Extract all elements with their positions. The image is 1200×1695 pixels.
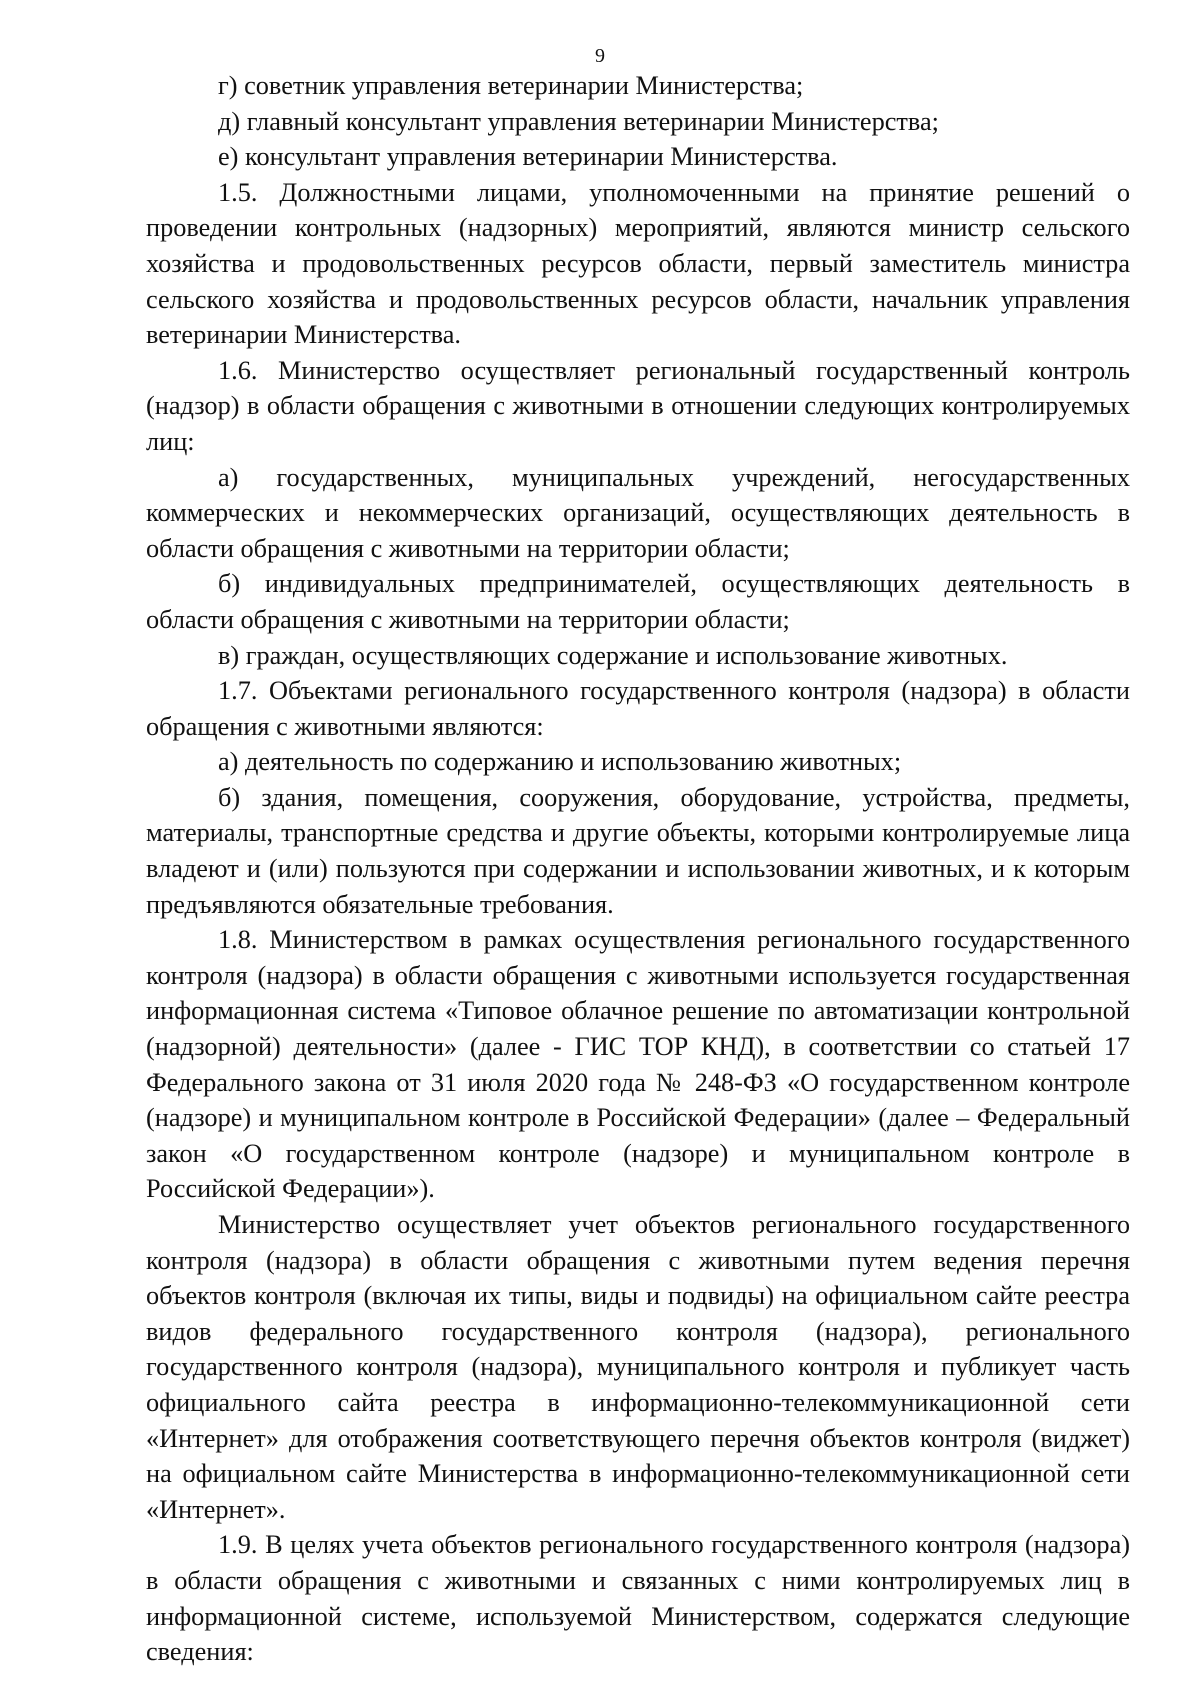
paragraph-item-e: е) консультант управления ветеринарии Министерства. xyxy=(218,142,838,172)
paragraph-1-6-v: в) граждан, осуществляющих содержание и использование животных. xyxy=(218,640,1008,670)
paragraph-1-7-b: б) здания, помещения, сооружения, оборудование, устройства, предметы, материалы, транспортные средства и другие объекты, которыми контролируемые лица владеют и (или) пользуются при содержании и использовании животных, и к которым предъявляются обязательные требования. xyxy=(146,782,1130,919)
paragraph-1-7-a: а) деятельность по содержанию и использованию животных; xyxy=(218,747,902,777)
paragraph-1-9: 1.9. В целях учета объектов регионального государственного контроля (надзора) в области обращения с животными и связанных с ними контролируемых лиц в информационной системе, используемой Министерством, содержатся следующие сведения: xyxy=(146,1530,1130,1667)
paragraph-item-g: г) советник управления ветеринарии Министерства; xyxy=(218,71,804,100)
paragraph-1-6: 1.6. Министерство осуществляет региональный государственный контроль (надзор) в области обращения с животными в отношении следующих контролируемых лиц: xyxy=(146,355,1130,456)
paragraph-1-6-b: б) индивидуальных предпринимателей, осуществляющих деятельность в области обращения с животными на территории области; xyxy=(146,569,1130,634)
paragraph-item-d: д) главный консультант управления ветеринарии Министерства; xyxy=(218,106,939,136)
paragraph-1-7: 1.7. Объектами регионального государственного контроля (надзора) в области обращения с животными являются: xyxy=(146,676,1130,741)
page-number: 9 xyxy=(595,45,605,67)
paragraph-registry: Министерство осуществляет учет объектов регионального государственного контроля (надзора) в области обращения с животными путем ведения перечня объектов контроля (включая их типы, виды и подвиды) на официальном сайте реестра видов федерального государственного контроля (надзора), регионального государственного контроля (надзора), муниципального контроля и публикует часть официального сайта реестра в информационно-телекоммуникационной сети «Интернет» для отображения соответствующего перечня объектов контроля (виджет) на официальном сайте Министерства в информационно-телекоммуникационной сети «Интернет». xyxy=(146,1210,1130,1524)
document-body xyxy=(146,68,1130,1670)
paragraph-1-6-a: а) государственных, муниципальных учреждений, негосударственных коммерческих и некоммерческих организаций, осуществляющих деятельность в области обращения с животными на территории области; xyxy=(146,462,1130,563)
paragraph-1-5: 1.5. Должностными лицами, уполномоченными на принятие решений о проведении контрольных (надзорных) мероприятий, являются министр сельского хозяйства и продовольственных ресурсов области, первый заместитель министра сельского хозяйства и продовольственных ресурсов области, начальник управления ветеринарии Министерства. xyxy=(146,177,1130,350)
paragraph-1-8: 1.8. Министерством в рамках осуществления регионального государственного контроля (надзора) в области обращения с животными используется государственная информационная система «Типовое облачное решение по автоматизации контрольной (надзорной) деятельности» (далее - ГИС ТОР КНД), в соответствии со статьей 17 Федерального закона от 31 июля 2020 года № 248-ФЗ «О государственном контроле (надзоре) и муниципальном контроле в Российской Федерации» (далее – Федеральный закон «О государственном контроле (надзоре) и муниципальном контроле в Российской Федерации»). xyxy=(146,925,1130,1204)
